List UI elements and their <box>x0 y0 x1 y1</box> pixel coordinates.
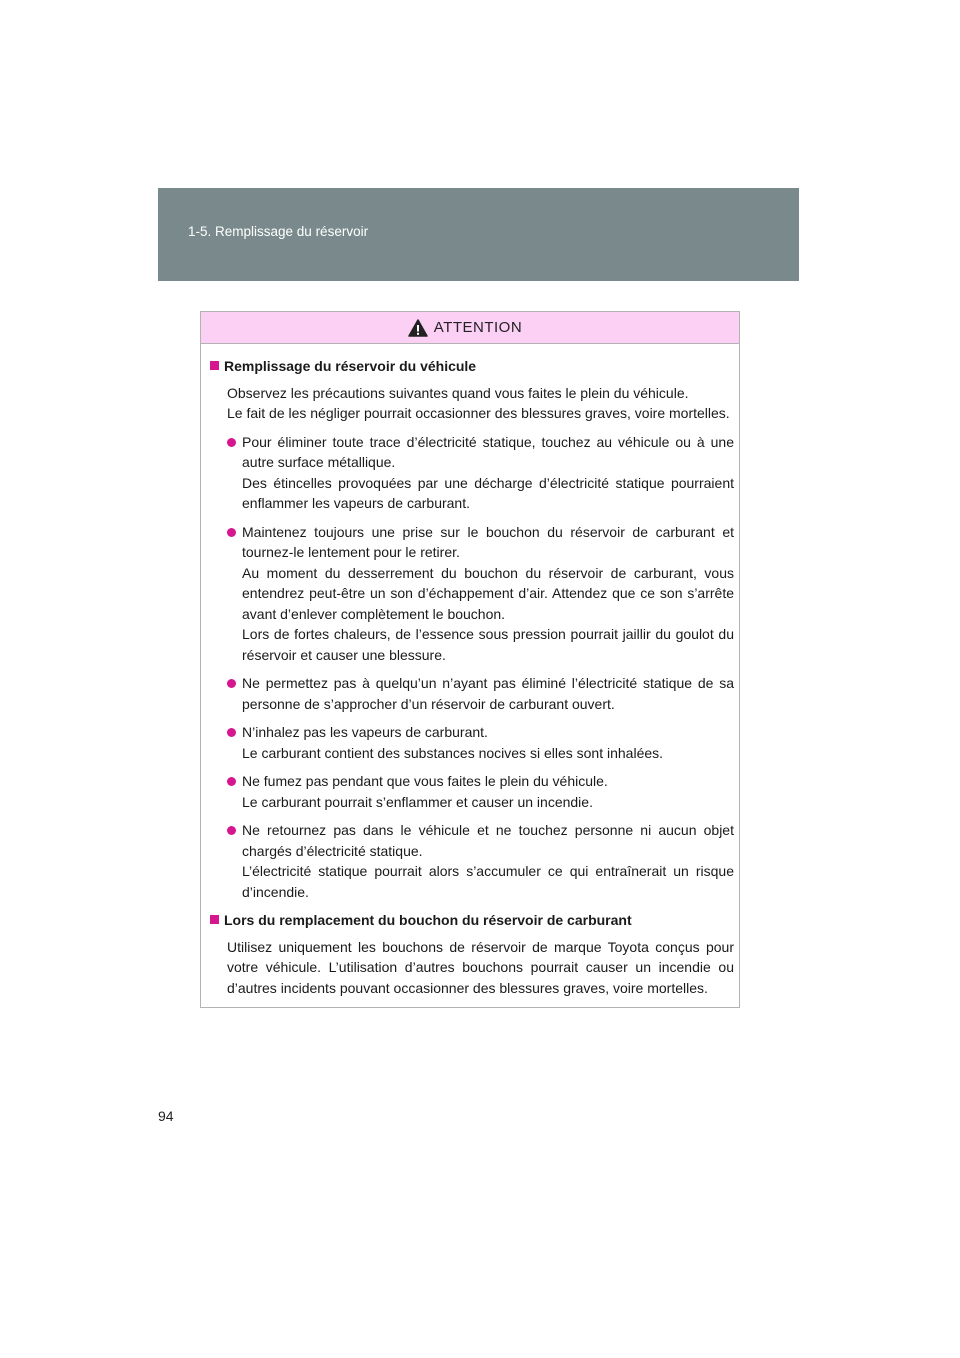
bullet-item <box>227 673 734 714</box>
bullet-line: Ne permettez pas à quelqu’un n’ayant pas éliminé l’électricité statique de sa personne de s’approcher d’un réservoir de carburant ouvert. <box>242 675 734 712</box>
section-heading-text: Remplissage du réservoir du véhicule <box>224 358 477 374</box>
warning-body <box>201 344 739 998</box>
bullet-line: Des étincelles provoquées par une décharge d’électricité statique pourraient enflammer les vapeurs de carburant. <box>242 474 734 511</box>
bullet-line: Le carburant pourrait s’enflammer et causer un incendie. <box>242 793 593 810</box>
bullet-line: Ne retournez pas dans le véhicule et ne touchez personne ni aucun objet chargés d’électricité statique. <box>242 822 734 859</box>
bullet-text <box>242 722 734 763</box>
page-number: 94 <box>158 1108 174 1124</box>
bullet-text <box>242 771 734 812</box>
bullet-item <box>227 722 734 763</box>
warning-box <box>200 311 740 1008</box>
header-band <box>158 188 799 281</box>
round-bullet-icon <box>227 826 236 835</box>
square-bullet-icon <box>210 915 219 924</box>
section-heading <box>210 356 734 377</box>
section-heading-text: Lors du remplacement du bouchon du réservoir de carburant <box>224 912 632 928</box>
bullet-text <box>242 673 734 714</box>
bullet-text <box>242 820 734 902</box>
warning-triangle-icon <box>408 319 428 337</box>
warning-title: ATTENTION <box>433 319 523 336</box>
section-heading <box>210 910 734 931</box>
bullet-line: Lors de fortes chaleurs, de l’essence sous pression pourrait jaillir du goulot du réservoir et causer une blessure. <box>242 626 734 663</box>
round-bullet-icon <box>227 528 236 537</box>
bullet-line: L’électricité statique pourrait alors s’accumuler ce qui entraînerait un risque d’incendie. <box>242 863 734 900</box>
bullet-item <box>227 771 734 812</box>
section-intro <box>227 383 734 424</box>
bullet-item <box>227 432 734 514</box>
intro-line: Observez les précautions suivantes quand vous faites le plein du véhicule. <box>227 384 689 401</box>
round-bullet-icon <box>227 777 236 786</box>
bullet-text <box>242 522 734 666</box>
bullet-item <box>227 820 734 902</box>
bullet-line: Pour éliminer toute trace d’électricité statique, touchez au véhicule ou à une autre surface métallique. <box>242 433 734 470</box>
bullet-line: Au moment du desserrement du bouchon du réservoir de carburant, vous entendrez peut-être un son d’échappement d’air. Attendez que ce son s’arrête avant d’enlever complètement le bouchon. <box>242 564 734 622</box>
bullet-line: N’inhalez pas les vapeurs de carburant. <box>242 724 488 740</box>
bullet-text <box>242 432 734 514</box>
round-bullet-icon <box>227 438 236 447</box>
bullet-item <box>227 522 734 666</box>
section-intro <box>227 937 734 999</box>
section-label: 1-5. Remplissage du réservoir <box>188 224 369 239</box>
square-bullet-icon <box>210 361 219 370</box>
bullet-line: Le carburant contient des substances nocives si elles sont inhalées. <box>242 744 664 761</box>
bullet-line: Maintenez toujours une prise sur le bouchon du réservoir de carburant et tournez-le lentement pour le retirer. <box>242 523 734 560</box>
round-bullet-icon <box>227 728 236 737</box>
intro-line: Utilisez uniquement les bouchons de réservoir de marque Toyota conçus pour votre véhicule. L’utilisation d’autres bouchons pourrait causer un incendie ou d’autres incidents pouvant occasionner des blessures graves, voire mortelles. <box>227 938 734 996</box>
round-bullet-icon <box>227 679 236 688</box>
bullet-line: Ne fumez pas pendant que vous faites le plein du véhicule. <box>242 773 608 789</box>
intro-line: Le fait de les négliger pourrait occasionner des blessures graves, voire mortelles. <box>227 405 730 421</box>
warning-header <box>201 312 739 344</box>
